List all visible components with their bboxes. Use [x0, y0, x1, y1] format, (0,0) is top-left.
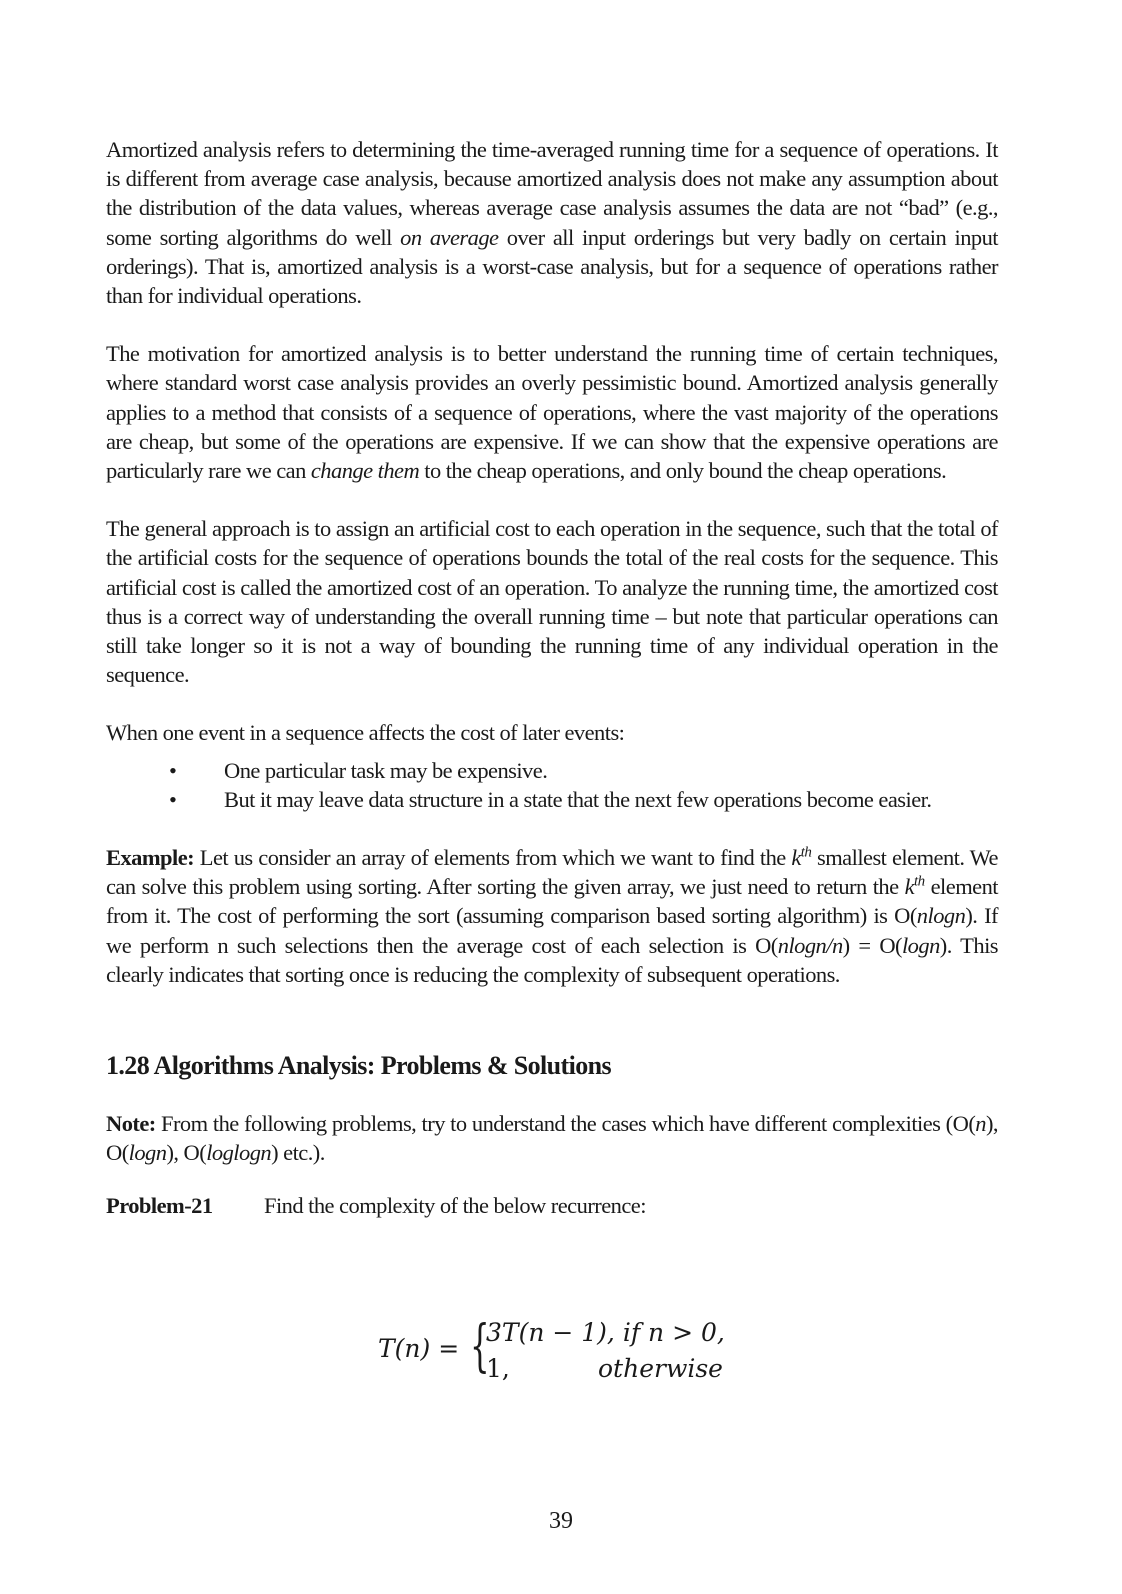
equation-case-2-condition: otherwise — [598, 1354, 723, 1383]
text: Amortized analysis refers to determining the time-averaged running time for a sequence of operations. It is different from average case analysis, because amortized analysis does not make any assumption about the distribution of the data values, whereas average case analysis assumes the data are not “bad” (e.g., some sorting algorithms do well — [106, 137, 998, 250]
math-n: n — [975, 1111, 986, 1137]
emphasis-text: on average — [400, 224, 499, 250]
text: element from it. The cost of performing the sort (assuming comparison based sorting algorithm) is O( — [106, 874, 998, 929]
math-k: k — [791, 845, 801, 871]
text: ) = O( — [842, 932, 902, 958]
text: From the following problems, try to understand the cases which have different complexities (O( — [155, 1111, 976, 1137]
text: over all input orderings but very badly on certain input orderings). That is, amortized analysis is a worst-case analysis, but for a sequence of operations rather than for individual operations. — [106, 224, 999, 309]
math-logn: logn — [901, 932, 940, 958]
text: ) etc.). — [271, 1140, 325, 1166]
section-heading: 1.28 Algorithms Analysis: Problems & Solutions — [106, 1051, 611, 1081]
example-label: Example: — [106, 845, 195, 871]
text: ). This clearly indicates that sorting once is reducing the complexity of subsequent operations. — [106, 932, 998, 987]
text: to the cheap operations, and only bound the cheap operations. — [419, 458, 947, 484]
list-item — [106, 785, 998, 814]
math-nlogn: nlogn — [916, 903, 966, 929]
brace-symbol: { — [470, 1314, 490, 1379]
paragraph-motivation — [106, 339, 998, 485]
page-body — [106, 135, 998, 1221]
math-th: th — [800, 844, 812, 861]
text: ), O( — [166, 1140, 207, 1166]
equation-case-2-value: 1, — [486, 1354, 510, 1383]
page-number: 39 — [549, 1508, 573, 1534]
paragraph-amortized-definition — [106, 135, 998, 310]
text: ), O( — [106, 1111, 998, 1166]
problem-statement — [106, 1191, 998, 1220]
text: smallest element. We can solve this problem using sorting. After sorting the given array, we just need to return the — [106, 845, 998, 900]
bullet-icon: • — [169, 757, 177, 783]
problem-text: Find the complexity of the below recurrence: — [264, 1193, 646, 1219]
bullet-list — [106, 756, 998, 814]
math-th: th — [914, 873, 925, 890]
math-logn: logn — [128, 1140, 167, 1166]
emphasis-text: change them — [310, 458, 420, 484]
problem-label: Problem-21 — [106, 1193, 213, 1219]
text: ). If we perform n such selections then the average cost of each selection is O( — [106, 903, 998, 958]
note-paragraph — [106, 1109, 998, 1167]
list-item-text: One particular task may be expensive. — [224, 757, 548, 783]
equation-lhs: T(n) = — [378, 1334, 460, 1363]
note-label: Note: — [106, 1111, 156, 1137]
equation-case-1: 3T(n − 1), if n > 0, — [486, 1318, 725, 1347]
list-item — [106, 756, 998, 785]
bullet-icon: • — [169, 786, 177, 812]
text: The motivation for amortized analysis is to better understand the running time of certain techniques, where standard worst case analysis provides an overly pessimistic bound. Amortized analysis generally applies to a method that consists of a sequence of operations, where the vast majority of the operations are cheap, but some of the operations are expensive. If we can show that the expensive operations are particularly rare we can — [106, 341, 998, 484]
math-k: k — [904, 874, 915, 900]
math-nlogn-over-n: nlogn/n — [777, 932, 843, 958]
paragraph-example — [106, 843, 998, 989]
paragraph-general-approach: The general approach is to assign an artificial cost to each operation in the sequence, such that the total of the artificial costs for the sequence of operations bounds the total of the real costs for the sequence. This artificial cost is called the amortized cost of an operation. To analyze the running time, the amortized cost thus is a correct way of understanding the overall running time – but note that particular operations can still take longer so it is not a way of bounding the running time of any individual operation in the sequence. — [106, 516, 998, 688]
math-loglogn: loglogn — [206, 1140, 272, 1166]
text: Let us consider an array of elements from which we want to find the — [194, 845, 792, 871]
paragraph-event-intro: When one event in a sequence affects the cost of later events: — [106, 720, 625, 746]
list-item-text: But it may leave data structure in a state that the next few operations become easier. — [224, 786, 932, 812]
